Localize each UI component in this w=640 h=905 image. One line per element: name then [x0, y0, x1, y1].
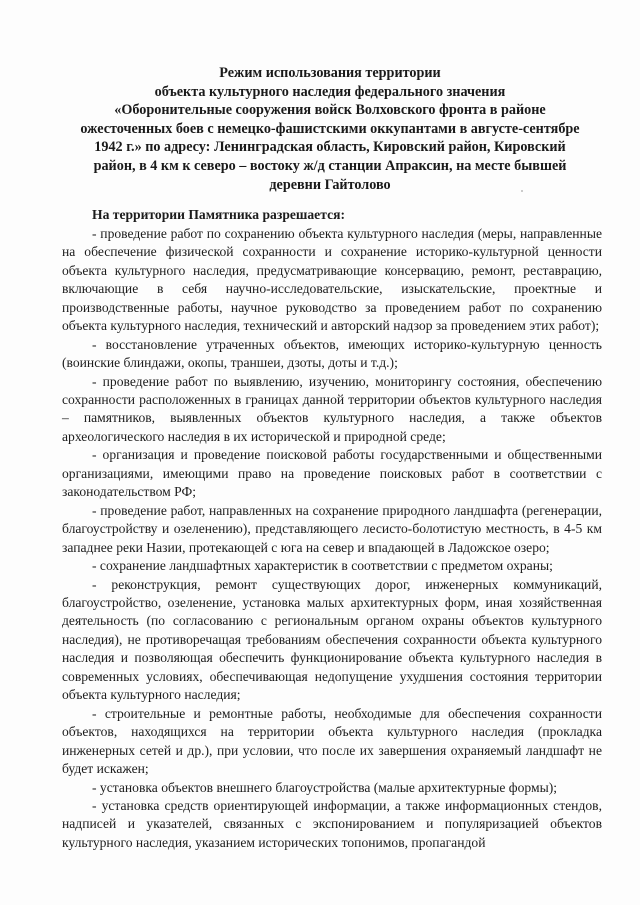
permitted-item: - установка средств ориентирующей информации, а также информационных стендов, надписей и указателей, связанных с экспонированием и популяризацией объектов культурного наследия, указанием исторических топонимов, пропагандой — [62, 798, 602, 850]
permitted-item: - строительные и ремонтные работы, необходимые для обеспечения сохранности объектов, находящихся на территории объекта культурного наследия (прокладка инженерных сетей и др.), при условии, что после их завершения охраняемый ландшафт не будет искажен; — [62, 705, 602, 777]
permitted-item: - организация и проведение поисковой работы государственными и общественными организациями, имеющими право на проведение поисковых работ в соответствии с законодательством РФ; — [62, 447, 602, 500]
title-line: объекта культурного наследия федерального значения — [154, 83, 506, 100]
document-title — [60, 64, 600, 194]
permitted-item: - проведение работ по выявлению, изучению, мониторингу состояния, обеспечению сохранности расположенных в границах данной территории объектов культурного наследия – памятников, выявленных объектов культурного наследия, а также объектов археологического наследия в их исторической и природной среде; — [62, 373, 602, 444]
title-line: район, в 4 км к северо – востоку ж/д станции Апраксин, на месте бывшей — [93, 157, 567, 174]
title-line: «Оборонительные сооружения войск Волховского фронта в районе — [114, 102, 546, 119]
scan-speck — [521, 190, 523, 192]
permitted-item: - проведение работ, направленных на сохранение природного ландшафта (регенерации, благоустройству и озеленению), представляющего лесисто-болотистую местность, в 4-5 км западнее реки Назии, протекающей с юга на север и впадающей в Ладожское озеро; — [62, 502, 602, 555]
permitted-item: - установка объектов внешнего благоустройства (малые архитектурные формы); — [92, 779, 558, 795]
permitted-item: - проведение работ по сохранению объекта культурного наследия (меры, направленные на обеспечение физической сохранности и сохранение историко-культурной ценности объекта культурного наследия, предусматривающие консервацию, ремонт, реставрацию, включающие в себя научно-исследовательские, изыскательские, проектные и производственные работы, научное руководство за проведением работ по сохранению объекта культурного наследия, технический и авторский надзор за проведением этих работ); — [62, 225, 602, 334]
permitted-item: - реконструкция, ремонт существующих дорог, инженерных коммуникаций, благоустройство, озеленение, установка малых архитектурных форм, иная хозяйственная деятельность (по согласованию с региональным органом охраны объектов культурного наследия), не противоречащая требованиям обеспечения сохранности объекта культурного наследия и позволяющая обеспечить функционирование объекта культурного наследия в современных условиях, обеспечивающая недопущение ухудшения состояния территории объекта культурного наследия; — [62, 576, 602, 703]
section-heading: На территории Памятника разрешается: — [92, 207, 345, 222]
document-body — [62, 206, 602, 852]
permitted-item: - сохранение ландшафтных характеристик в соответствии с предметом охраны; — [92, 558, 553, 574]
title-line: деревни Гайтолово — [269, 176, 391, 193]
title-line: 1942 г.» по адресу: Ленинградская область, Кировский район, Кировский — [94, 139, 566, 156]
title-line: ожесточенных боев с немецко-фашистскими оккупантами в августе-сентябре — [80, 120, 580, 137]
title-line: Режим использования территории — [219, 65, 441, 81]
permitted-item: - восстановление утраченных объектов, имеющих историко-культурную ценность (воинские блиндажи, окопы, траншеи, дзоты, доты и т.д.); — [62, 336, 602, 371]
